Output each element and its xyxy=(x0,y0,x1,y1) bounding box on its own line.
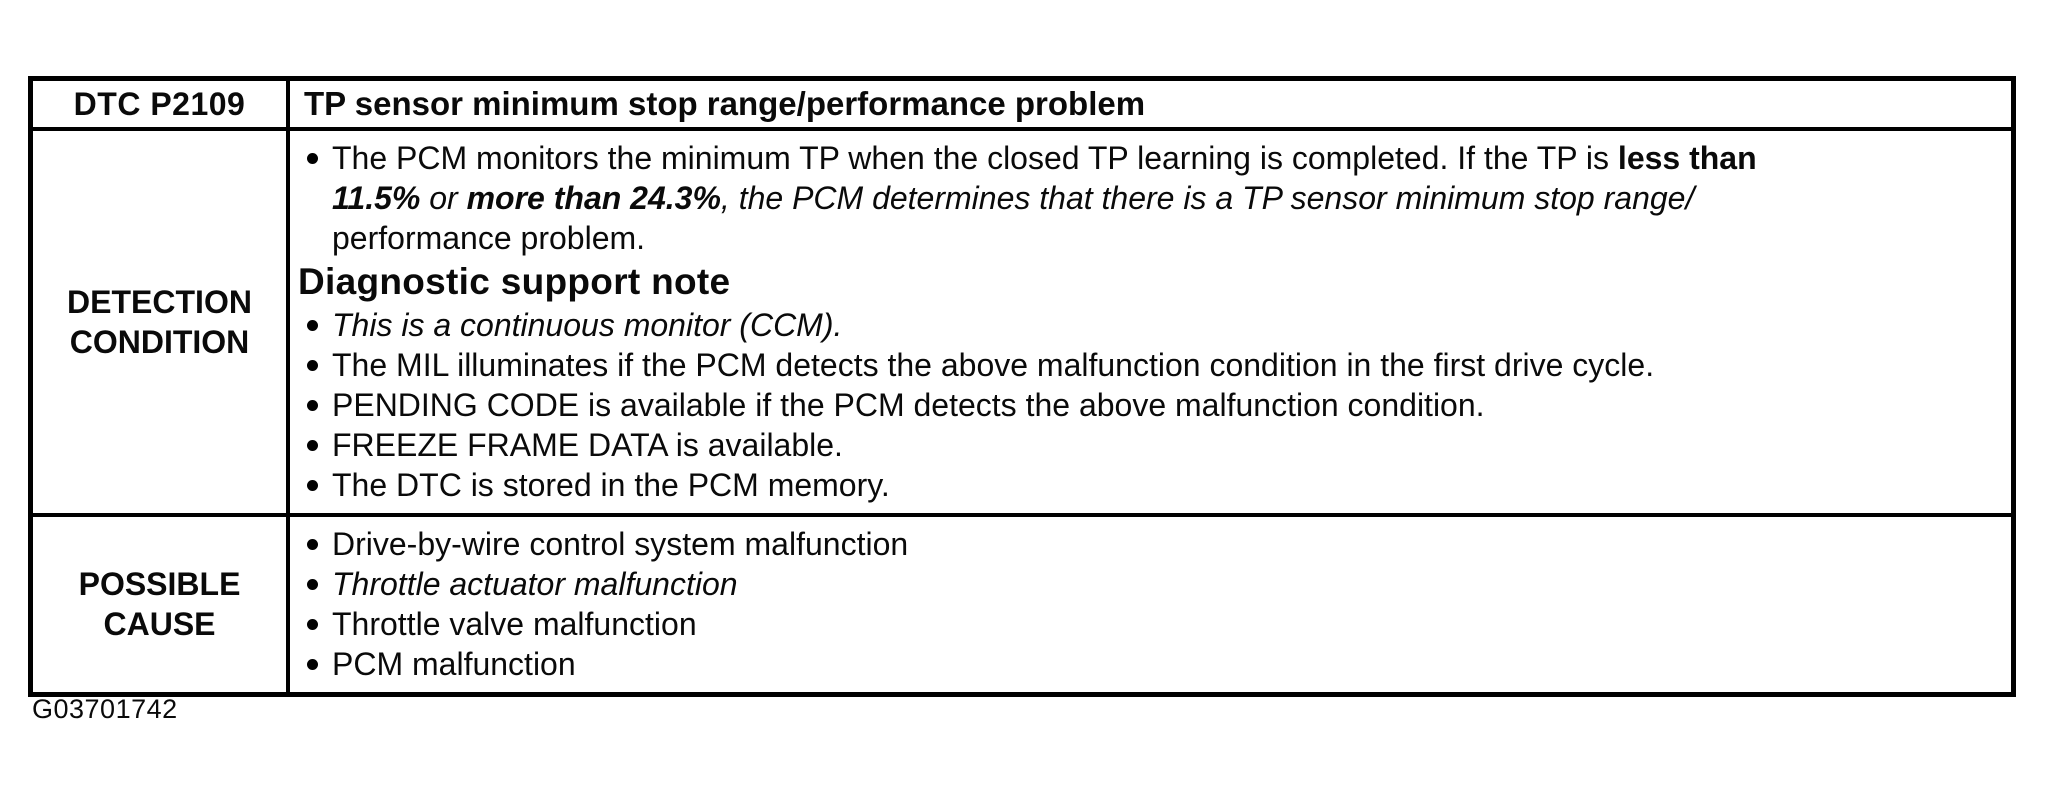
dtc-title-cell: TP sensor minimum stop range/performance problem xyxy=(288,79,2014,129)
bullet-icon xyxy=(298,644,332,670)
bullet-item xyxy=(298,564,2003,604)
bullet-text: The DTC is stored in the PCM memory. xyxy=(332,466,890,503)
bullet-dot-icon xyxy=(307,619,318,630)
text-segment: The PCM monitors the minimum TP when the closed TP learning is completed. If the TP is xyxy=(332,139,1618,176)
bullet-dot-icon xyxy=(307,440,318,451)
text-segment: performance problem. xyxy=(332,219,646,256)
possible-cause-row xyxy=(31,515,2014,695)
diagnostic-support-bullet-list xyxy=(298,305,2003,505)
bullet-dot-icon xyxy=(307,153,318,164)
bullet-item xyxy=(298,644,2003,684)
bullet-text: PCM malfunction xyxy=(332,645,576,682)
bullet-text: Throttle valve malfunction xyxy=(332,605,697,642)
bullet-text-line xyxy=(332,178,2003,218)
bullet-item xyxy=(298,465,2003,505)
possible-cause-bullet-list xyxy=(298,524,2003,684)
bullet-icon xyxy=(298,345,332,371)
figure-id: G03701742 xyxy=(32,694,178,724)
bullet-text xyxy=(332,138,2003,258)
bullet-text: FREEZE FRAME DATA is available. xyxy=(332,426,843,463)
bullet-dot-icon xyxy=(307,320,318,331)
bullet-text: Throttle actuator malfunction xyxy=(332,565,738,602)
bullet-dot-icon xyxy=(307,360,318,371)
bullet-item xyxy=(298,138,2003,258)
possible-cause-label-cell xyxy=(31,515,289,695)
dtc-diagnostic-table xyxy=(28,76,2016,697)
bullet-icon xyxy=(298,564,332,590)
detection-condition-label-cell xyxy=(31,129,289,515)
possible-cause-label-line-1: POSSIBLE xyxy=(78,566,241,602)
diagnostic-support-note-heading: Diagnostic support note xyxy=(298,260,731,302)
bullet-text-line xyxy=(332,218,2003,258)
bullet-icon xyxy=(298,425,332,451)
bullet-icon xyxy=(298,385,332,411)
bullet-dot-icon xyxy=(307,400,318,411)
bullet-icon xyxy=(298,465,332,491)
detection-condition-content-cell xyxy=(288,129,2014,515)
text-segment: more than 24.3% xyxy=(466,179,721,216)
bullet-dot-icon xyxy=(307,480,318,491)
dtc-code-cell: DTC P2109 xyxy=(31,79,289,129)
detection-label-line-1: DETECTION xyxy=(67,283,252,320)
bullet-icon xyxy=(298,604,332,630)
text-segment: less than xyxy=(1617,139,1757,176)
possible-cause-label-line-2: CAUSE xyxy=(103,606,216,642)
detection-condition-row xyxy=(31,129,2014,515)
bullet-dot-icon xyxy=(307,539,318,550)
text-segment: 11.5% xyxy=(332,179,421,216)
bullet-item xyxy=(298,604,2003,644)
bullet-item xyxy=(298,385,2003,425)
bullet-item xyxy=(298,345,2003,385)
table-header-row xyxy=(31,79,2014,129)
bullet-item xyxy=(298,524,2003,564)
bullet-item xyxy=(298,425,2003,465)
detection-monitor-bullet xyxy=(298,138,2003,258)
detection-label-line-2: CONDITION xyxy=(69,323,250,360)
bullet-icon xyxy=(298,138,332,164)
text-segment: , the PCM determines that there is a TP sensor minimum stop range/ xyxy=(720,179,1695,216)
text-segment: or xyxy=(420,179,467,216)
bullet-text: The MIL illuminates if the PCM detects the above malfunction condition in the first drive cycle. xyxy=(332,346,1655,383)
bullet-text: This is a continuous monitor (CCM). xyxy=(332,306,843,343)
bullet-dot-icon xyxy=(307,579,318,590)
bullet-icon xyxy=(298,305,332,331)
bullet-item xyxy=(298,305,2003,345)
bullet-text-line xyxy=(332,138,2003,178)
bullet-icon xyxy=(298,524,332,550)
possible-cause-content-cell xyxy=(288,515,2014,695)
bullet-text: PENDING CODE is available if the PCM detects the above malfunction condition. xyxy=(332,386,1485,423)
bullet-text: Drive-by-wire control system malfunction xyxy=(332,525,909,562)
bullet-dot-icon xyxy=(307,659,318,670)
